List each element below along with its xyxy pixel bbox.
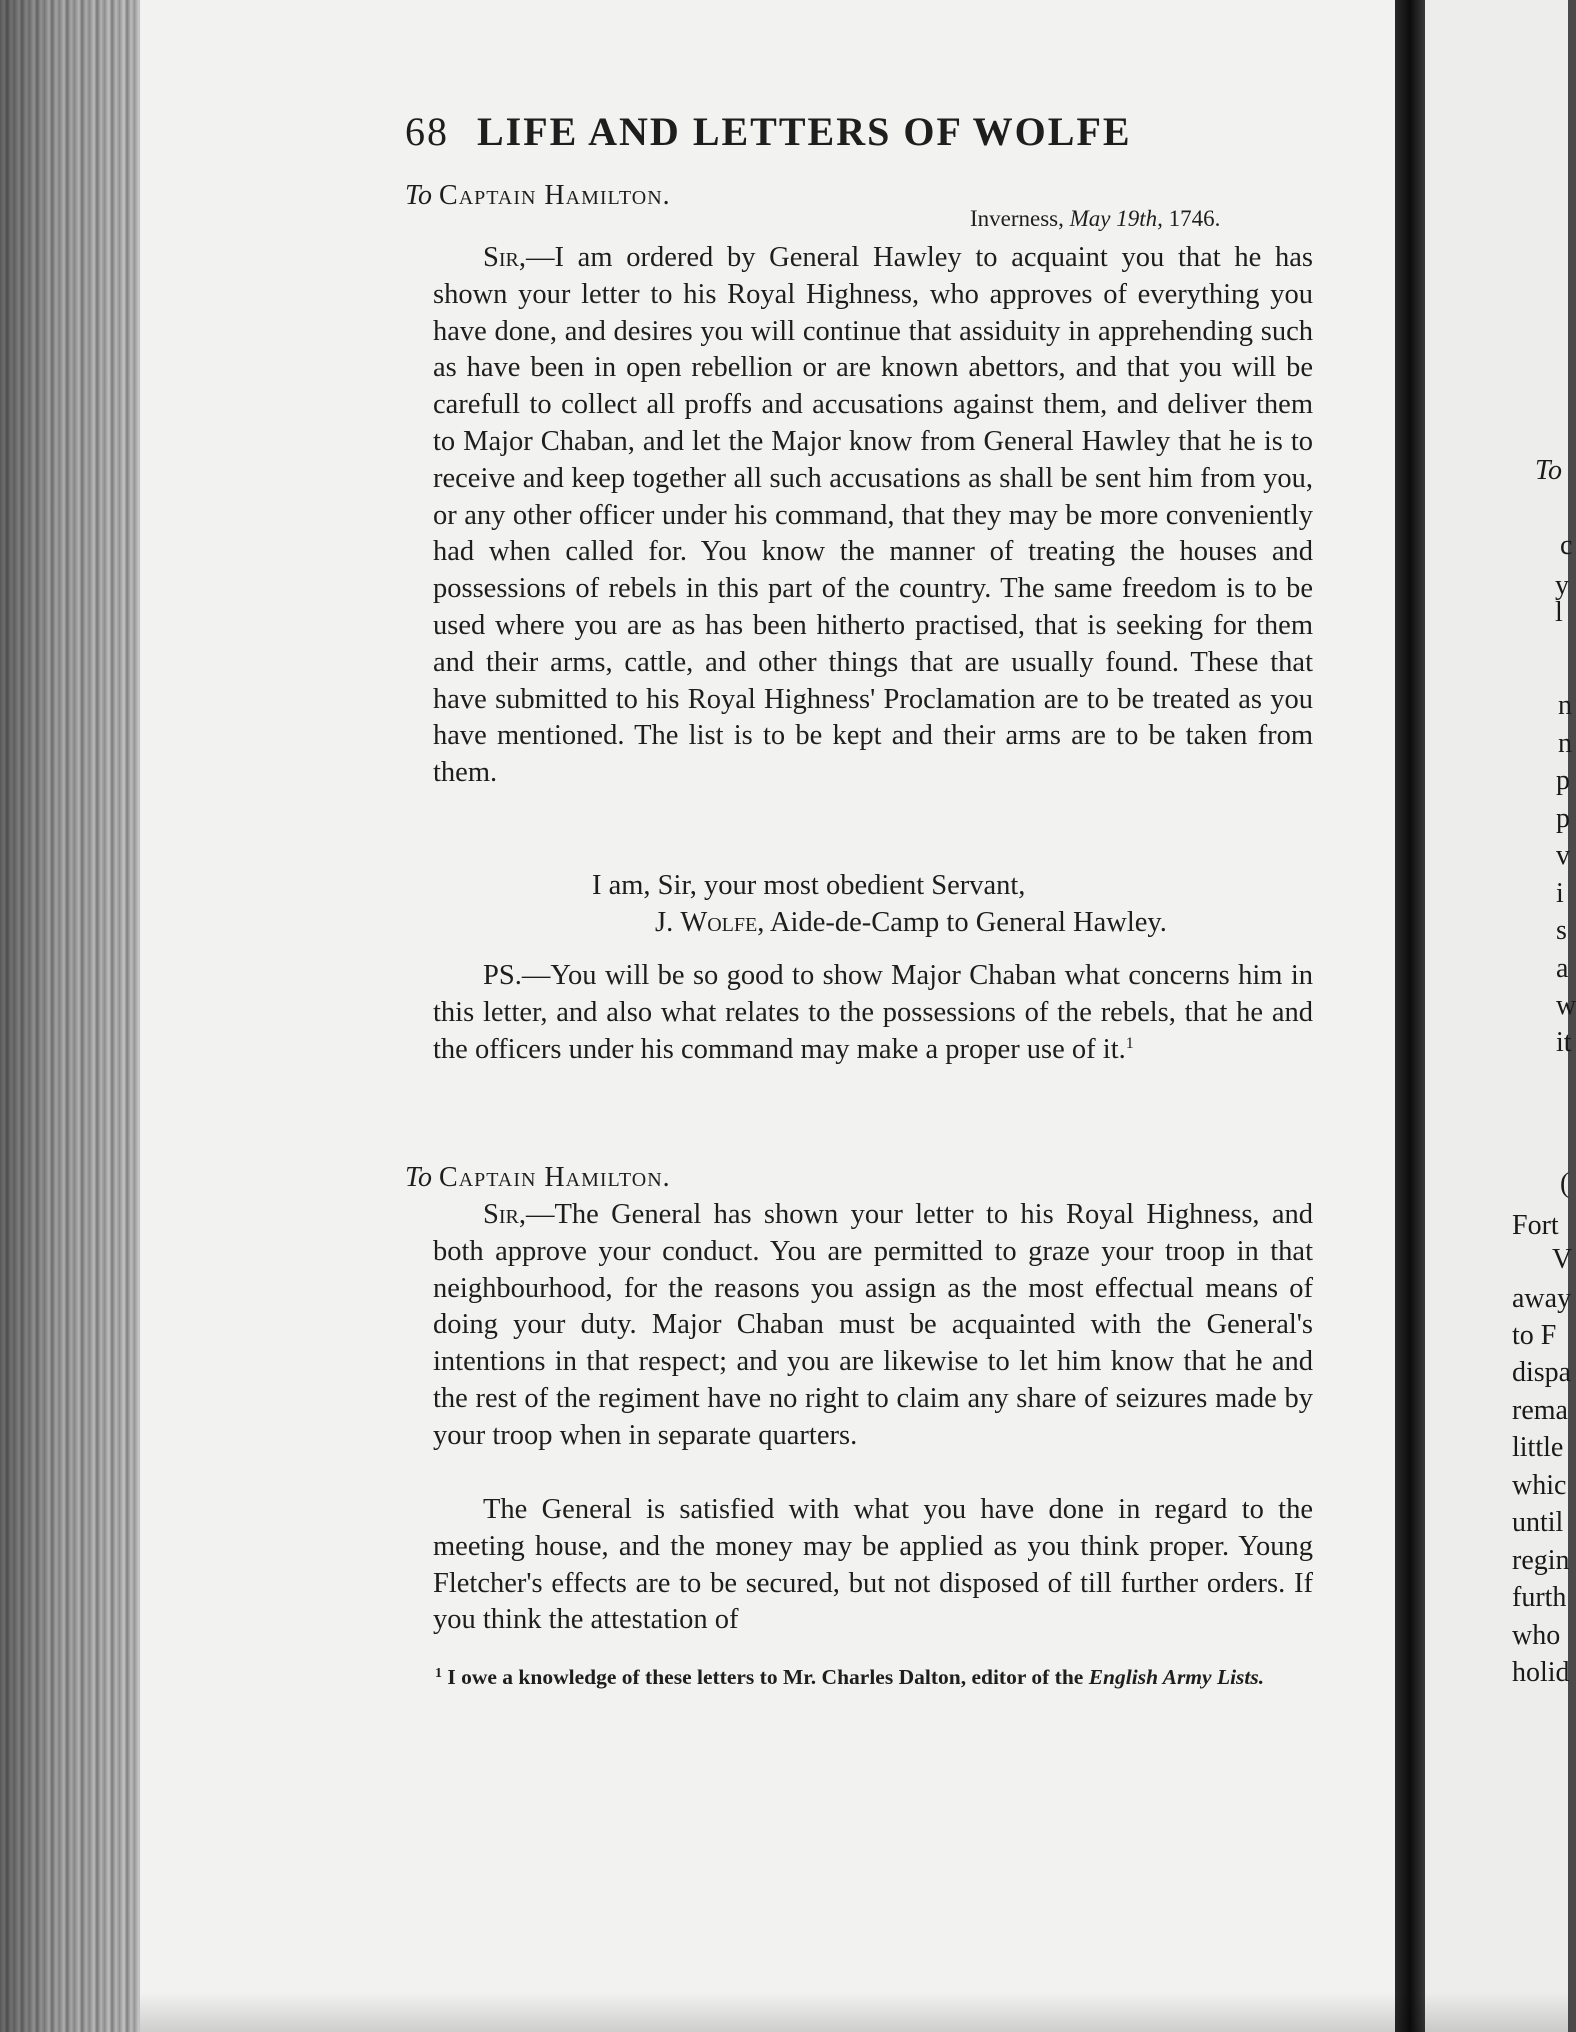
facing-page-fragment: V xyxy=(1552,1244,1573,1275)
facing-page-fragment: v xyxy=(1556,840,1570,871)
letter1-salutation: Sir, xyxy=(483,242,526,273)
facing-page-fragment: n xyxy=(1558,690,1572,721)
footnote-italic: English Army Lists. xyxy=(1088,1665,1265,1689)
facing-page-fragment: s xyxy=(1556,915,1567,946)
dateline-place: Inverness, xyxy=(970,206,1064,231)
letter2-salutation: Sir, xyxy=(483,1199,526,1230)
facing-page-fragment: ( xyxy=(1560,1168,1570,1199)
letter1-body xyxy=(433,240,1313,792)
addressee-name: Captain Hamilton. xyxy=(439,180,671,211)
dateline-date: May 19th, xyxy=(1069,206,1163,231)
facing-page-fragment: holid xyxy=(1512,1657,1570,1688)
letter2-body-paragraph-2: The General is satisfied with what you have done in regard to the meeting house, and the money may be applied as you think proper. Young Fletcher's effects are to be secured, but not disposed of till further orders. If you think the attestation of xyxy=(433,1494,1313,1636)
footnote xyxy=(405,1662,1310,1692)
letter1-addressee xyxy=(405,180,671,212)
signature-initial: J. xyxy=(655,907,674,938)
facing-page-fragment: it xyxy=(1556,1027,1572,1058)
page-number: 68 xyxy=(405,109,449,154)
facing-page-fragment: p xyxy=(1556,803,1570,834)
facing-page-fragment: Fort xyxy=(1512,1210,1559,1241)
addressee-name: Captain Hamilton. xyxy=(439,1162,671,1193)
page-title: LIFE AND LETTERS OF WOLFE xyxy=(477,109,1132,154)
ps-label: PS. xyxy=(483,960,522,991)
letter2-body-paragraph-1 xyxy=(433,1197,1313,1455)
facing-page-fragment: a xyxy=(1556,953,1569,984)
facing-page-fragment: away xyxy=(1512,1283,1572,1314)
addressee-to: To xyxy=(405,1162,433,1193)
footnote-reference: 1 xyxy=(1125,1035,1134,1052)
letter1-signature xyxy=(655,907,1167,939)
facing-page-fragment: whic xyxy=(1512,1470,1567,1501)
dateline-year: 1746. xyxy=(1168,206,1221,231)
facing-page-fragment: w xyxy=(1556,990,1576,1021)
facing-page-fragment: who xyxy=(1512,1620,1561,1651)
facing-page-fragment: until xyxy=(1512,1507,1564,1538)
addressee-to: To xyxy=(405,180,433,211)
facing-page-fragment: p xyxy=(1556,765,1570,796)
facing-page-fragment: little xyxy=(1512,1432,1564,1463)
letter1-postscript xyxy=(433,957,1313,1068)
facing-page-fragment: To xyxy=(1535,455,1563,486)
facing-page-fragment: to F xyxy=(1512,1320,1557,1351)
facing-page-fragment: furth xyxy=(1512,1582,1567,1613)
signature-title: Aide-de-Camp to General Hawley. xyxy=(769,907,1167,938)
footnote-mark: 1 xyxy=(435,1666,442,1681)
facing-page xyxy=(1425,0,1568,2032)
page-bottom-shadow xyxy=(140,1992,1568,2032)
running-head xyxy=(405,108,1255,155)
letter1-dateline xyxy=(970,206,1220,232)
book-edge-shadow xyxy=(0,0,140,2032)
letter2-body1-text: —The General has shown your letter to his Royal Highness, and both approve your conduct. You are permitted to graze your troop in that neighbourhood, for the reasons you assign as the most effectual means of doing your duty. Major Chaban must be acquainted with the General's intentions in that respect; and you are likewise to let him know that he and the rest of the regiment have no right to claim any share of seizures made by your troop when in separate quarters. xyxy=(433,1199,1313,1451)
facing-page-fragment: rema xyxy=(1512,1395,1568,1426)
letter1-body-text: —I am ordered by General Hawley to acquaint you that he has shown your letter to his Royal Highness, who approves of everything you have done, and desires you will continue that assiduity in apprehending such as have been in open rebellion or are known abettors, and that you will be carefull to collect all proffs and accusations against them, and deliver them to Major Chaban, and let the Major know from General Hawley that he is to receive and keep together all such accusations as shall be sent him from you, or any other officer under his command, that they may be more conveniently had when called for. You know the manner of treating the houses and possessions of rebels in this part of the country. The same freedom is to be used where you are as has been hitherto practised, that is seeking for them and their arms, cattle, and other things that are usually found. These that have submitted to his Royal Highness' Proclamation are to be treated as you have mentioned. The list is to be kept and their arms are to be taken from them. xyxy=(433,242,1313,789)
facing-page-fragment: regin xyxy=(1512,1545,1570,1576)
letter2-addressee xyxy=(405,1162,671,1194)
footnote-text: I owe a knowledge of these letters to Mr. Charles Dalton, editor of the xyxy=(447,1665,1084,1689)
letter1-closing: I am, Sir, your most obedient Servant, xyxy=(592,870,1026,901)
facing-page-fragment: dispa xyxy=(1512,1357,1572,1388)
book-gutter xyxy=(1395,0,1425,2032)
facing-page-fragment: y xyxy=(1555,570,1569,601)
facing-page-fragment: c xyxy=(1560,530,1573,561)
signature-name: Wolfe, xyxy=(680,907,765,938)
ps-body: —You will be so good to show Major Chaban what concerns him in this letter, and also what relates to the possessions of the rebels, that he and the officers under his command may make a proper use of it. xyxy=(433,960,1313,1065)
facing-page-fragment: i xyxy=(1556,878,1564,909)
facing-page-fragment: n xyxy=(1558,728,1572,759)
facing-page-fragment: l xyxy=(1555,597,1563,628)
